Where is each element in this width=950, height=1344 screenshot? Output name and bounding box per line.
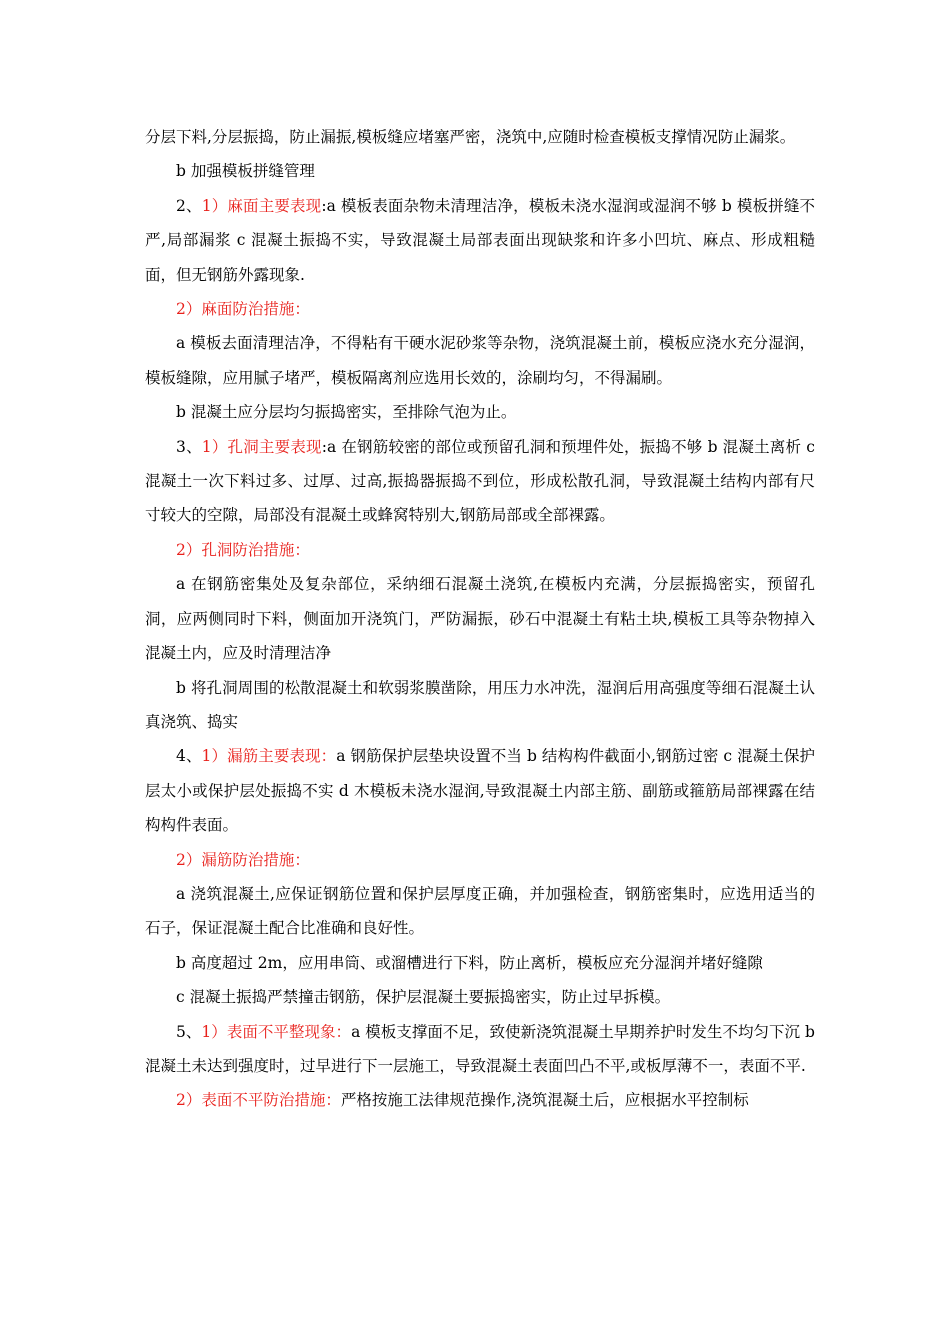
paragraph-formwork-joint: b 加强模板拼缝管理 xyxy=(176,162,315,181)
paragraph-exposed-rebar-measures-heading: 2）漏筋防治措施： xyxy=(176,850,310,869)
heading-pitted-surface: 1）麻面主要表现 xyxy=(201,196,322,215)
heading-uneven-surface: 1）表面不平整现象： xyxy=(201,1022,352,1041)
paragraph-voids-measure-b: b 将孔洞周围的松散混凝土和软弱浆膜凿除，用压力水冲洗，湿润后用高强度等细石混凝土认真浇筑、捣实 xyxy=(145,678,815,731)
paragraph-exposed-rebar-symptoms: 4、1）漏筋主要表现：a 钢筋保护层垫块设置不当 b 结构构件截面小,钢筋过密 c 混凝土保护层太小或保护层处振捣不实 d 木模板未浇水湿润,导致混凝土内部主筋、副筋或箍筋局部裸露在结构构件表面。 xyxy=(145,747,815,835)
paragraph-pitted-surface-measures-heading: 2）麻面防治措施： xyxy=(176,300,310,319)
paragraph-voids-measure-a: a 在钢筋密集处及复杂部位，采纳细石混凝土浇筑,在模板内充满，分层振捣密实，预留孔洞，应两侧同时下料，侧面加开浇筑门，严防漏振，砂石中混凝土有粘土块,模板工具等杂物掉入混凝土内，应及时清理洁净 xyxy=(145,575,815,663)
paragraph-rebar-measure-c: c 混凝土振捣严禁撞击钢筋，保护层混凝土要振捣密实，防止过早拆模。 xyxy=(176,988,671,1007)
paragraph-voids-symptoms: 3、1）孔洞主要表现:a 在钢筋较密的部位或预留孔洞和预埋件处，振捣不够 b 混凝土离析 c 混凝土一次下料过多、过厚、过高,振捣器振捣不到位，形成松散孔洞，导致混凝土结构内部有尺寸较大的空隙，局部没有混凝土或蜂窝特别大,钢筋局部或全部裸露。 xyxy=(145,437,815,525)
paragraph-voids-measures-heading: 2）孔洞防治措施： xyxy=(176,540,310,559)
paragraph-pitted-measure-b: b 混凝土应分层均匀振捣密实，至排除气泡为止。 xyxy=(176,403,517,422)
paragraph-rebar-measure-b: b 高度超过 2m，应用串筒、或溜槽进行下料，防止离析，模板应充分湿润并堵好缝隙 xyxy=(176,953,763,972)
paragraph-pour-continuation: 分层下料,分层振捣，防止漏振,模板缝应堵塞严密，浇筑中,应随时检查模板支撑情况防止漏浆。 xyxy=(145,128,796,146)
document-page xyxy=(145,120,815,1118)
heading-uneven-measures: 2）表面不平防治措施： xyxy=(176,1091,341,1110)
paragraph-rebar-measure-a: a 浇筑混凝土,应保证钢筋位置和保护层厚度正确，并加强检查，钢筋密集时，应选用适当的石子，保证混凝土配合比准确和良好性。 xyxy=(145,884,815,938)
paragraph-pitted-surface-symptoms: 2、1）麻面主要表现:a 模板表面杂物未清理洁净，模板未浇水湿润或湿润不够 b 模板拼缝不严,局部漏浆 c 混凝土振捣不实，导致混凝土局部表面出现缺浆和许多小凹坑、麻点、形成粗糙面，但无钢筋外露现象. xyxy=(145,196,815,284)
paragraph-uneven-surface-symptoms: 5、1）表面不平整现象：a 模板支撑面不足，致使新浇筑混凝土早期养护时发生不均匀下沉 b 混凝土未达到强度时，过早进行下一层施工，导致混凝土表面凹凸不平,或板厚薄不一，表面不平. xyxy=(145,1022,815,1075)
heading-exposed-rebar: 1）漏筋主要表现： xyxy=(201,747,337,766)
paragraph-pitted-measure-a: a 模板去面清理洁净，不得粘有干硬水泥砂浆等杂物，浇筑混凝土前，模板应浇水充分湿润，模板缝隙，应用腻子堵严，模板隔离剂应选用长效的，涂刷均匀，不得漏刷。 xyxy=(145,334,815,387)
paragraph-uneven-surface-measures: 2）表面不平防治措施：严格按施工法律规范操作,浇筑混凝土后，应根据水平控制标 xyxy=(176,1091,749,1110)
heading-voids: 1）孔洞主要表现 xyxy=(201,437,322,456)
